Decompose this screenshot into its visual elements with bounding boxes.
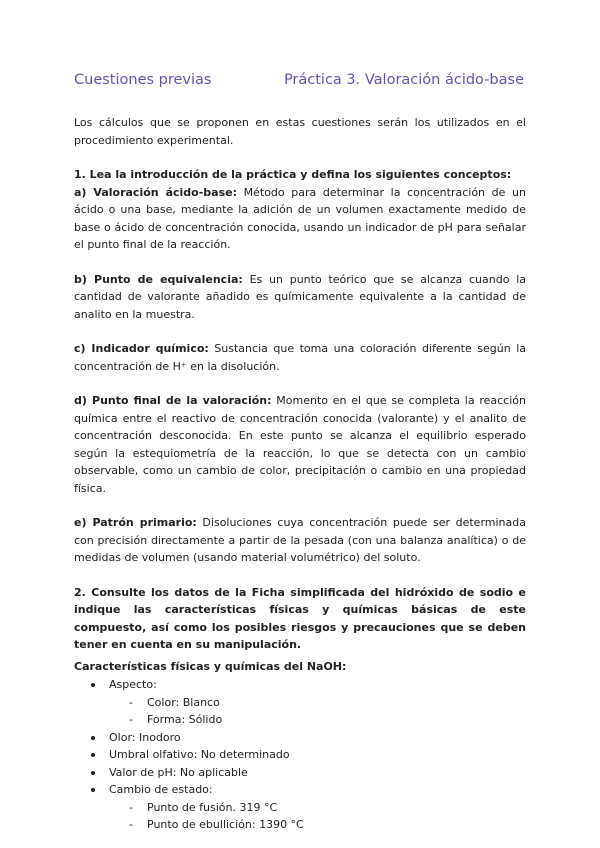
property-aspect: Aspecto:: [109, 678, 157, 691]
aspect-sublist: [109, 694, 526, 729]
definition-b-text: Es un punto teórico que se alcanza cuando la cantidad de valorante añadido es químicamente equivalente a la cantidad de analito en la muestra.: [74, 272, 527, 321]
intro-paragraph: Los cálculos que se proponen en estas cuestiones serán los utilizados en el procedimiento experimental.: [74, 116, 526, 147]
property-boiling-point: - Punto de ebullición: 1390 °C: [129, 816, 526, 834]
property-ph: Valor de pH: No aplicable: [91, 764, 526, 782]
question-2: 2. Consulte los datos de la Ficha simplificada del hidróxido de sodio e indique las características físicas y químicas básicas de este compuesto, así como los posibles riesgos y precauciones que se deben tener en cuenta en su manipulación.: [74, 585, 526, 651]
list-item: [91, 781, 526, 834]
property-melting-point: - Punto de fusión. 319 °C: [129, 799, 526, 817]
definition-a-text: Método para determinar la concentración de un ácido o una base, mediante la adición de un volumen exactamente medido de base o ácido de concentración conocida, usando un indicador de pH para señalar el punto final de la reacción.: [74, 185, 526, 251]
state-change-sublist: [109, 799, 526, 834]
header-practice-title: Práctica 3. Valoración ácido-base: [283, 72, 524, 88]
question-1: 1. Lea la introducción de la práctica y defina los siguientes conceptos:: [74, 168, 512, 181]
page-header: [74, 72, 524, 88]
definition-c: [74, 340, 526, 375]
list-item: [91, 676, 526, 729]
definition-c-term: c) Indicador químico:: [74, 342, 209, 355]
definition-e: [74, 514, 526, 567]
definition-e-text: Disoluciones cuya concentración puede ser determinada con precisión directamente a partir de la pesada (con una balanza analítica) o de medidas de volumen (usando material volumétrico) del soluto.: [74, 516, 526, 564]
document-body: [74, 114, 526, 834]
header-section-title: Cuestiones previas: [74, 72, 212, 88]
definition-d-term: d) Punto final de la valoración:: [74, 394, 272, 407]
definition-e-term: e) Patrón primario:: [74, 516, 197, 529]
property-form: - Forma: Sólido: [129, 711, 526, 729]
definition-c-text: Sustancia que toma una coloración diferente según la concentración de H⁺ en la disolución.: [74, 342, 526, 373]
definition-d-text: Momento en el que se completa la reacción química entre el reactivo de concentración conocida (valorante) y el analito de concentración desconocida. En este punto se alcanza el equilibrio esperado según la estequiometría de la reacción, lo que se detecta con un cambio observable, como un cambio de color, precipitación o cambio en una propiedad física.: [74, 394, 526, 495]
definition-a: [74, 184, 526, 254]
properties-title: Características físicas y químicas del NaOH:: [74, 659, 347, 673]
property-state-change: Cambio de estado:: [109, 783, 213, 796]
definition-a-term: a) Valoración ácido-base:: [74, 185, 237, 199]
properties-list: [74, 676, 526, 834]
property-odor: Olor: Inodoro: [91, 729, 526, 747]
definition-b: [74, 271, 526, 324]
definition-b-term: b) Punto de equivalencia:: [74, 272, 243, 286]
property-odor-threshold: Umbral olfativo: No determinado: [91, 746, 526, 764]
definition-d: [74, 392, 526, 497]
property-color: - Color: Blanco: [129, 694, 526, 712]
